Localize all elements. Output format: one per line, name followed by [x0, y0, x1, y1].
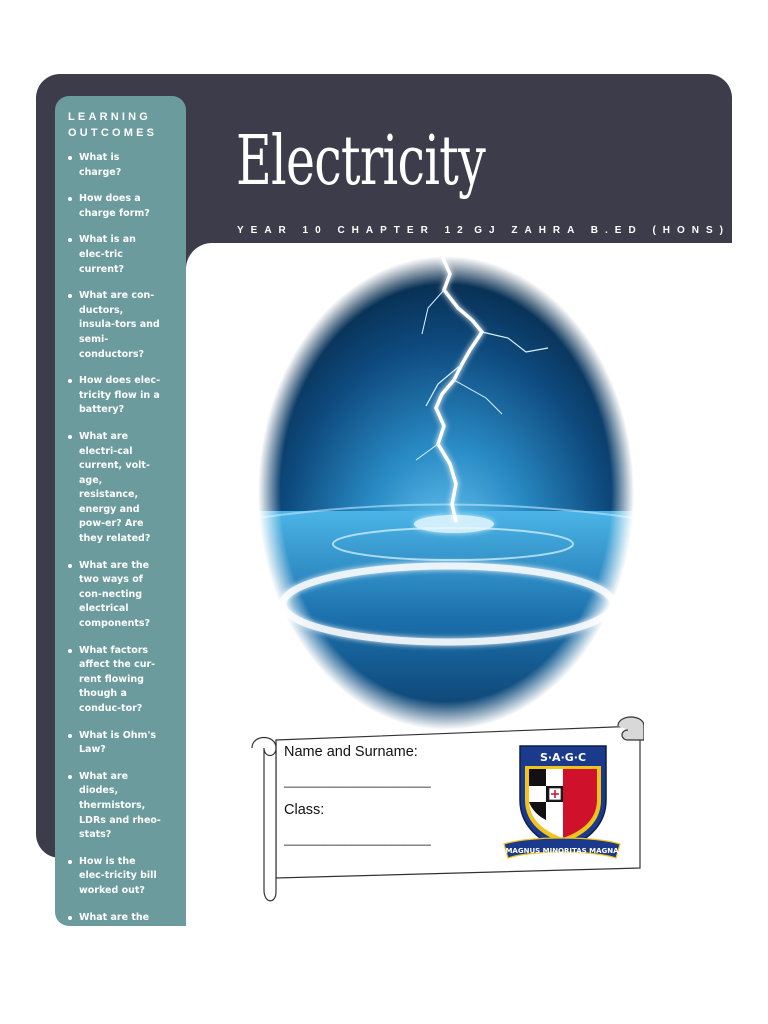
outcome-text: What factors affect the cur-rent flowing though a conduc-tor?: [79, 644, 156, 714]
chapter-subtitle: YEAR 10 CHAPTER 12: [237, 225, 470, 236]
bullet-icon: [68, 564, 72, 568]
list-item: [68, 770, 161, 843]
bullet-icon: [68, 734, 72, 738]
crest-initials: S·A·G·C: [539, 751, 587, 764]
outcome-text: What is Ohm's Law?: [79, 729, 157, 756]
class-field-label: Class:: [284, 802, 325, 818]
list-item: [68, 855, 161, 899]
outcome-text: What is charge?: [79, 152, 122, 178]
school-crest-logo: [500, 740, 624, 866]
lightning-water-image: [258, 256, 634, 730]
list-item: [68, 911, 161, 955]
outcome-text: How does elec-tricity flow in a battery?: [79, 375, 161, 416]
list-item: [68, 192, 161, 221]
list-item: [68, 559, 161, 632]
list-item: [68, 430, 161, 547]
outcome-list: [68, 151, 186, 954]
bullet-icon: [68, 294, 72, 298]
bullet-icon: [68, 379, 72, 383]
outcome-text: What are electri-cal current, volt-age, resistance, energy and pow-er? Are they related?: [79, 430, 151, 545]
bullet-icon: [68, 156, 72, 160]
list-item: [68, 151, 161, 180]
crest-motto: MAGNUS MINORITAS MAGNA: [505, 847, 619, 855]
bullet-icon: [68, 435, 72, 439]
list-item: [68, 644, 161, 717]
outcome-text: What are diodes, thermistors, LDRs and rheo-stats?: [79, 770, 161, 841]
sidebar-heading: LEARNING OUTCOMES: [68, 111, 158, 139]
bullet-icon: [68, 197, 72, 201]
class-input-line[interactable]: ______________________: [284, 832, 431, 846]
bullet-icon: [68, 775, 72, 779]
page-title: Electricity: [236, 122, 486, 201]
outcome-text: What is an elec-tric current?: [79, 234, 136, 275]
name-field-label: Name and Surname:: [284, 744, 418, 760]
bullet-icon: [68, 916, 72, 920]
outcome-text: What are the two ways of con-necting electrical components?: [79, 559, 151, 630]
author-subtitle: GJ ZAHRA B.ED (HONS): [474, 225, 730, 236]
list-item: [68, 374, 161, 418]
outcome-text: How is the elec-tricity bill worked out?: [79, 855, 157, 896]
outcome-text: How does a charge form?: [79, 193, 150, 219]
name-input-line[interactable]: ______________________: [284, 774, 431, 788]
outcome-text: What are con-ductors, insula-tors and semi-conductors?: [79, 290, 160, 360]
list-item: [68, 729, 161, 758]
bullet-icon: [68, 238, 72, 242]
outcome-text: What are the features in a house circuit?: [79, 911, 154, 952]
bullet-icon: [68, 860, 72, 864]
bullet-icon: [68, 649, 72, 653]
list-item: [68, 289, 161, 362]
learning-outcomes-sidebar: [55, 96, 186, 952]
list-item: [68, 233, 161, 277]
